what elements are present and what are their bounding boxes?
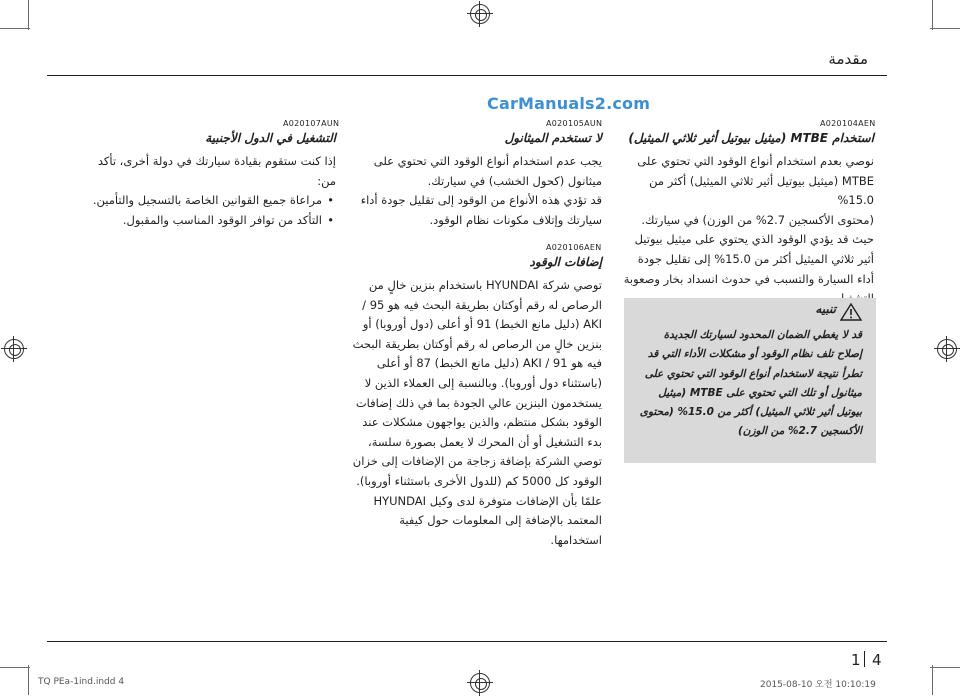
foreign-countries-body: [86, 152, 336, 230]
date-slug: 2015-08-10 오전 10:10:19: [760, 680, 876, 690]
section-title-fuel-additives: إضافات الوقود: [529, 255, 602, 269]
fuel-additives-body: [352, 276, 602, 550]
section-code: A020104AEN: [820, 119, 876, 128]
methanol-body: [352, 152, 602, 230]
header-rule: [47, 75, 887, 76]
chapter-number: 1: [851, 651, 861, 669]
file-slug: TQ PEa-1ind.indd 4: [38, 677, 125, 687]
crop-mark: [0, 28, 30, 29]
crop-mark: [0, 667, 30, 668]
warning-triangle-icon: [840, 303, 862, 321]
crop-mark: [932, 0, 933, 30]
chapter-title: مقدمة: [828, 50, 868, 68]
paragraph: (محتوى الأكسجين 2.7% من الوزن) في سيارتك.: [641, 212, 874, 227]
section-title-methanol: لا تستخدم الميثانول: [504, 131, 602, 145]
caution-label: تنبيه: [815, 302, 836, 316]
watermark: CarManuals2.com: [487, 94, 651, 113]
section-code: A020106AEN: [546, 243, 602, 252]
registration-mark-icon: [470, 673, 490, 693]
paragraph: نوصي بعدم استخدام أنواع الوقود التي تحتوي على MTBE (ميثيل بيوتيل أثير ثلاثي الميثيل) أكثر من 15.0%: [637, 154, 874, 208]
bullet-list: [86, 191, 336, 230]
caution-text: قد لا يغطي الضمان المحدود لسيارتك الجديدة إصلاح تلف نظام الوقود أو مشكلات الأداء التي قد تطرأ نتيجة لاستخدام أنواع الوقود التي تحتوي على ميثانول أو تلك التي تحتوي على MTBE (ميثيل بيوتيل أثير ثلاثي الميثيل) أكثر من 15.0% (محتوى الأكسجين 2.7% من الوزن): [639, 329, 862, 438]
page-number-separator: [864, 651, 865, 667]
paragraph: حيث قد يؤدي الوقود الذي يحتوي على ميثيل بيوتيل أثير ثلاثي الميثيل أكثر من 15.0% إلى تقليل جودة أداء السيارة والتسبب في حدوث انسداد بخار وصعوبة: [623, 232, 874, 286]
crop-mark: [28, 665, 29, 695]
section-title-mtbe: استخدام MTBE (ميثيل بيوتيل أثير ثلاثي الميثيل): [628, 131, 874, 145]
registration-mark-icon: [4, 339, 24, 359]
section-code: A020107AUN: [283, 119, 340, 128]
paragraph: يجب عدم استخدام أنواع الوقود التي تحتوي على ميثانول (كحول الخشب) في سيارتك.: [373, 154, 602, 188]
page-number: 4: [872, 651, 882, 669]
registration-mark-icon: [937, 339, 957, 359]
list-item: • التأكد من توافر الوقود المناسب والمقبول.: [86, 211, 336, 231]
list-item: • مراعاة جميع القوانين الخاصة بالتسجيل والتأمين.: [86, 191, 336, 211]
caution-box: [624, 298, 876, 463]
paragraph: إذا كنت ستقوم بقيادة سيارتك في دولة أخرى، تأكد من:: [97, 154, 336, 188]
section-code: A020105AUN: [546, 119, 603, 128]
caution-heading: [815, 302, 862, 316]
registration-mark-icon: [470, 4, 490, 24]
crop-mark: [28, 0, 29, 30]
crop-mark: [930, 667, 960, 668]
mtbe-body: [619, 152, 874, 309]
crop-mark: [932, 665, 933, 695]
paragraph: قد تؤدي هذه الأنواع من الوقود إلى تقليل جودة أداء سيارتك وإتلاف مكونات نظام الوقود.: [360, 193, 602, 227]
paragraph: توصي شركة HYUNDAI باستخدام بنزين خالٍ من الرصاص له رقم أوكتان بطريقة البحث فيه هو 95 / AKI (دليل مانع الخبط) 91 أو أعلى (دول أوروبا) أو بنزين خالٍ من الرصاص له رقم أوكتان بطريقة البحث فيه هو 91 / AKI (دليل مانع الخبط) 87 أو أعلى (باستثناء دول أوروبا). وبالنسبة إلى العملاء الذين لا يستخدمون البنزين عالي الجودة بما في ذلك إضافات الوقود بشكل منتظم، والذين يواجهون مشكلات عند بدء التشغيل أو أن المحرك لا يعمل بصورة سلسة، توصي الشركة بإضافة زجاجة من الإضافات إلى خزان الوقود كل 5000 كم (للدول الأخرى باستثناء أوروبا). علمًا بأن الإضافات متوفرة لدى وكيل HYUNDAI المعتمد بالإضافة إلى المعلومات حول كيفية استخدامها.: [352, 278, 602, 547]
crop-mark: [930, 28, 960, 29]
section-title-foreign-countries: التشغيل في الدول الأجنبية: [205, 131, 336, 145]
footer-rule: [47, 641, 887, 642]
